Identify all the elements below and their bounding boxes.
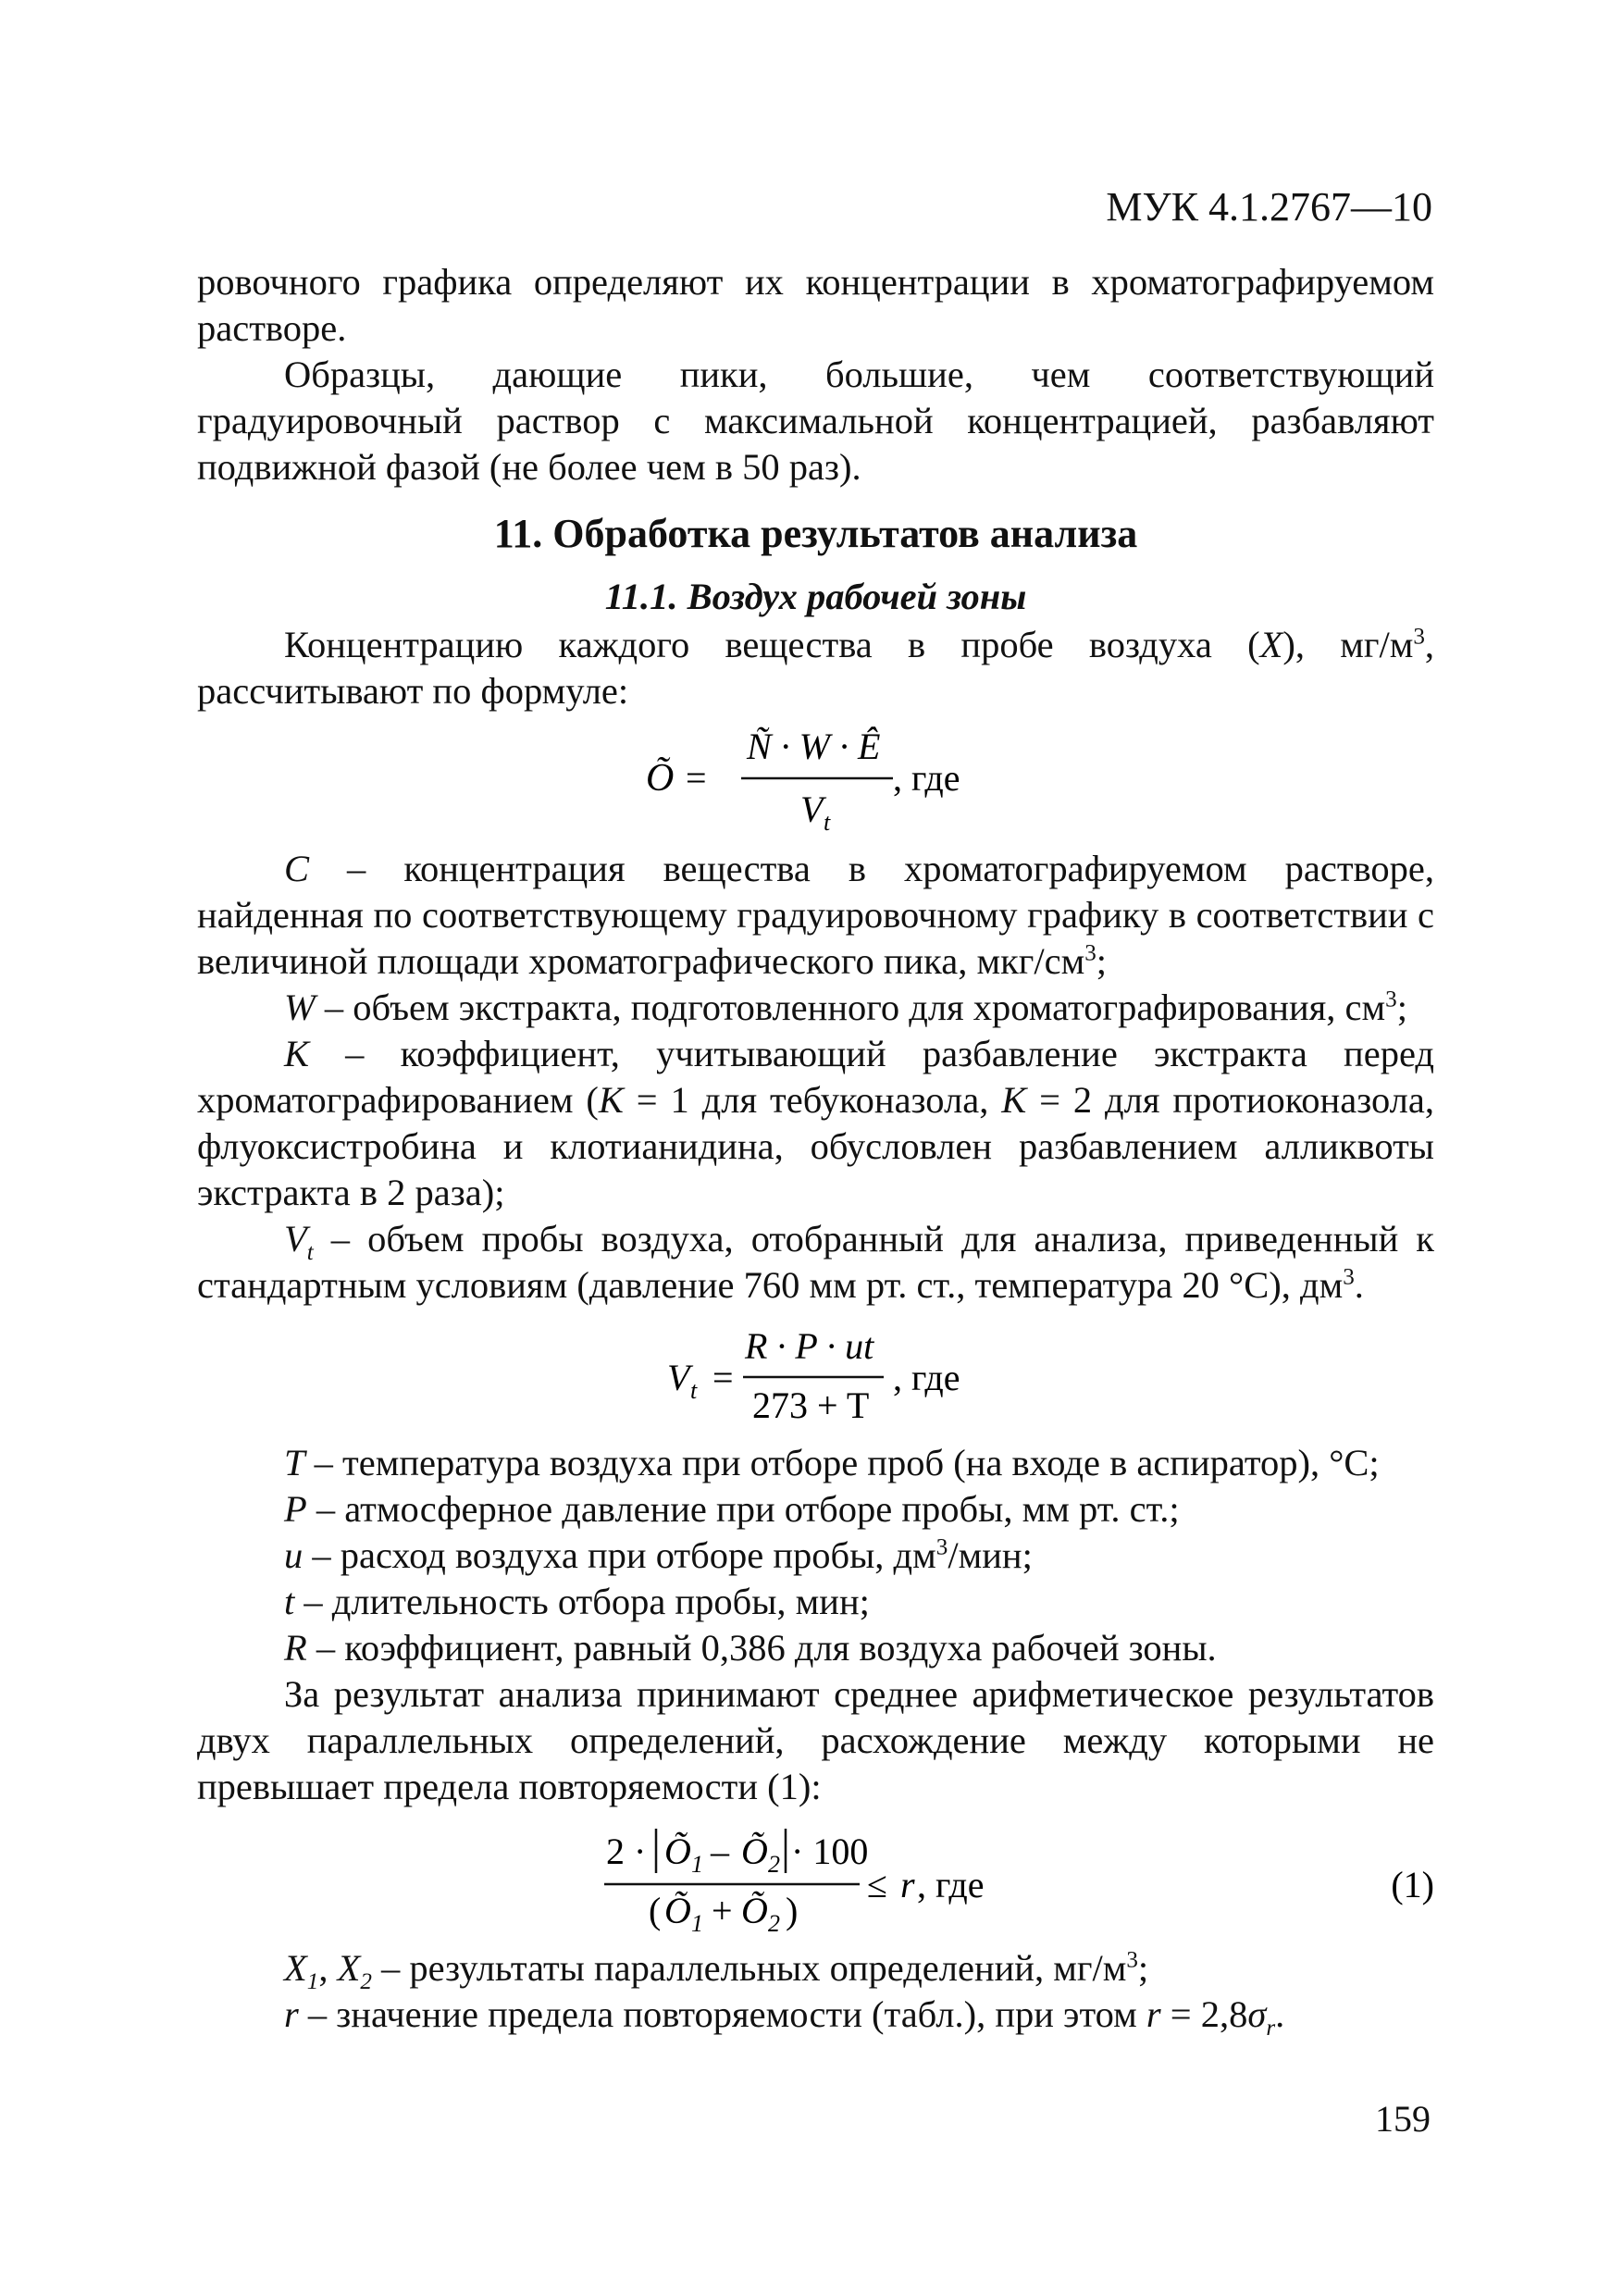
formula-numerator: R · P · ut	[745, 1325, 874, 1367]
formula-equals: =	[712, 1357, 734, 1398]
num-x2-sub: 2	[768, 1851, 780, 1878]
definition-r: r – значение предела повторяемости (табл.), при этом $r = 2,8\sigma_r$.	[284, 1993, 1285, 2042]
formula-denominator-sub: t	[824, 809, 831, 836]
paragraph: За результат анализа принимают среднее арифметическое результатов двух параллельных определений, расхождение между которыми не превышает предела повторяемости (1):	[197, 1673, 1434, 1807]
definition-u: и – расход воздуха при отборе пробы, $дм^3$/мин;	[284, 1534, 1033, 1576]
num-prefix: 2 ·	[606, 1831, 647, 1872]
le-sign: ≤	[867, 1864, 887, 1905]
den-x1-sub: 1	[691, 1910, 703, 1937]
section-title: 11. Обработка результатов анализа	[493, 511, 1138, 556]
formula-lhs: V	[667, 1357, 690, 1398]
formula-suffix: , где	[917, 1864, 985, 1905]
den-close: )	[786, 1890, 799, 1931]
paragraph: Образцы, дающие пики, большие, чем соответствующий градуировочный раствор с максимальной концентрацией, разбавляют подвижной фазой (не более чем в 50 раз).	[197, 354, 1434, 488]
definition-vt: $V_t$ – объем пробы воздуха, отобранный для анализа, приведенный к стандартным условиям (давление 760 мм рт. ст., температура 20 °С), $дм^3$.	[197, 1218, 1434, 1306]
formula-numerator: Ñ · W · Ê	[747, 726, 881, 767]
definition-t: Т – температура воздуха при отборе проб (на входе в аспиратор), °С;	[284, 1442, 1380, 1483]
definition-p: Р – атмосферное давление при отборе пробы, мм рт. ст.;	[284, 1488, 1180, 1530]
num-suffix: · 100	[791, 1831, 869, 1872]
paragraph: Концентрацию каждого вещества в пробе воздуха (X), $мг/м^3$, рассчитывают по формуле:	[197, 624, 1435, 712]
definition-c: С – концентрация вещества в хроматографируемом растворе, найденная по соответствующему градуировочному графику в соответствии с величиной площади хроматографического пика, мкг/$см^3$;	[197, 848, 1434, 982]
formula-denominator: 273 + T	[752, 1384, 870, 1426]
definition-w: W – объем экстракта, подготовленного для хроматографирования, $см^3$;	[284, 987, 1407, 1028]
formula-volume-svg	[197, 1312, 1434, 1431]
definition-k: К – коэффициент, учитывающий разбавление экстракта перед хроматографированием (К = 1 для тебуконазола, К = 2 для протиоконазола, флуоксистробина и клотианидина, обусловлен разбавлением алликвоты экстракта в 2 раза);	[197, 1033, 1434, 1213]
formula-volume	[197, 1312, 1434, 1431]
paragraph: ровочного графика определяют их концентрации в хроматографируемом растворе.	[197, 261, 1434, 349]
definition-x: $X_1$, $X_2$ – результаты параллельных определений, $мг/м^3$;	[284, 1947, 1149, 1995]
definition-duration: t – длительность отбора пробы, мин;	[284, 1581, 870, 1622]
formula-equals: =	[686, 757, 707, 799]
formula-concentration	[197, 718, 1434, 837]
formula-lhs: Õ	[646, 757, 675, 800]
formula-denominator: V	[800, 788, 824, 830]
page-number: 159	[1375, 2098, 1431, 2140]
formula-repeatability	[197, 1814, 1434, 1936]
den-plus: +	[712, 1890, 733, 1931]
num-minus: –	[711, 1831, 729, 1872]
r-symbol: r	[900, 1864, 915, 1905]
num-x2: Õ	[741, 1831, 768, 1872]
subsection-title: 11.1. Воздух рабочей зоны	[604, 576, 1027, 617]
num-x1-sub: 1	[691, 1851, 703, 1878]
formula-repeatability-svg	[197, 1814, 1434, 1936]
den-x2-sub: 2	[768, 1910, 780, 1937]
definition-r-coef: R – коэффициент, равный 0,386 для воздуха рабочей зоны.	[284, 1627, 1217, 1669]
document-code: МУК 4.1.2767—10	[1106, 184, 1432, 230]
formula-lhs-sub: t	[690, 1377, 698, 1404]
formula-concentration-svg	[197, 718, 1434, 837]
den-open: (	[649, 1890, 662, 1931]
equation-number: (1)	[1391, 1864, 1434, 1905]
num-x1: Õ	[664, 1831, 691, 1872]
formula-suffix: , где	[893, 757, 960, 799]
page-body	[197, 259, 1435, 2042]
formula-suffix: , где	[893, 1357, 960, 1398]
den-x1: Õ	[664, 1890, 691, 1931]
den-x2: Õ	[741, 1890, 768, 1931]
